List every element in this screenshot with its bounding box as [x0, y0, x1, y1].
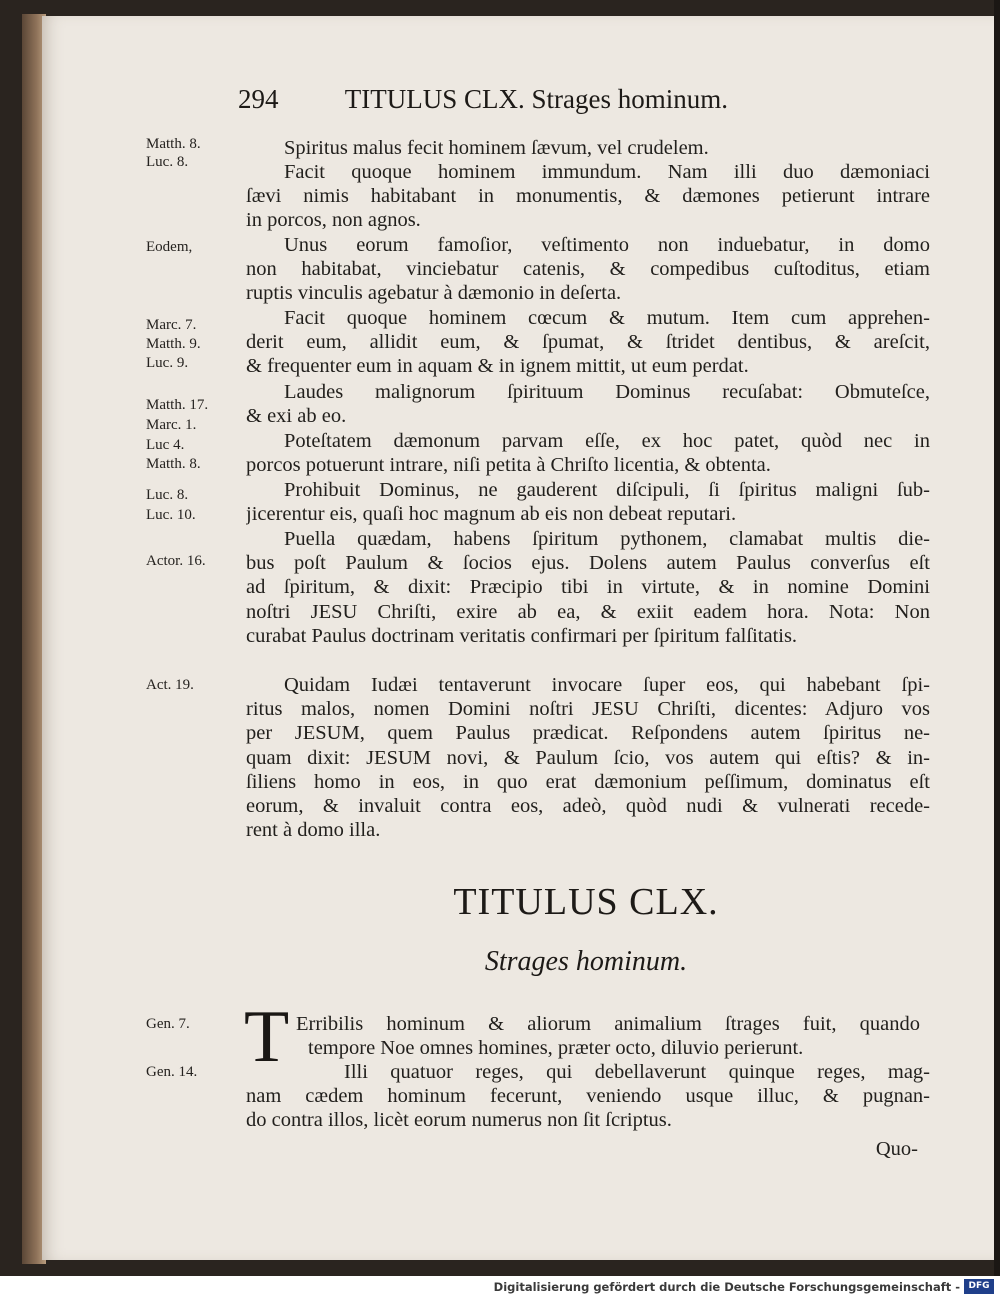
running-header [238, 84, 838, 115]
text-line: Prohibuit Dominus, ne gauderent diſcipuli, ſi ſpiritus maligni ſub- [284, 479, 930, 501]
text-line: porcos potuerunt intrare, niſi petita à Chriſto licentia, & obtenta. [246, 454, 771, 477]
text-line: rent à domo illa. [246, 819, 381, 842]
text-line: ad ſpiritum, & dixit: Præcipio tibi in virtute, & in nomine Domini [246, 576, 930, 599]
text-line: Unus eorum famoſior, veſtimento non induebatur, in domo [284, 234, 930, 256]
paragraph [246, 136, 930, 160]
running-title: TITULUS CLX. Strages hominum. [344, 84, 728, 114]
text-line: nam cædem hominum fecerunt, veniendo usque illuc, & pugnan- [246, 1085, 930, 1108]
margin-note: Marc. 7. [146, 317, 197, 333]
text-line: Spiritus malus fecit hominem ſævum, vel crudelem. [284, 137, 709, 159]
text-line: Puella quædam, habens ſpiritum pythonem, clamabat multis die- [284, 528, 930, 550]
text-line: & frequenter eum in aquam & in ignem mittit, ut eum perdat. [246, 355, 749, 378]
text-line: ruptis vinculis agebatur à dæmonio in deſerta. [246, 282, 622, 305]
paragraph [246, 429, 930, 477]
paragraph [246, 306, 930, 379]
text-line: tempore Noe omnes homines, præter octo, diluvio perierunt. [308, 1037, 804, 1060]
section-title: TITULUS CLX. [453, 881, 719, 923]
margin-note: Marc. 1. [146, 417, 197, 433]
text-line: & exi ab eo. [246, 405, 347, 428]
margin-note: Eodem, [146, 239, 193, 255]
final-paragraph-b [246, 1060, 930, 1133]
margin-note: Gen. 7. [146, 1016, 190, 1032]
text-line: do contra illos, licèt eorum numerus non ſit ſcriptus. [246, 1109, 672, 1132]
margin-note: Actor. 16. [146, 553, 206, 569]
final-paragraph-a [296, 1012, 920, 1060]
text-line: eorum, & invaluit contra eos, adeò, quòd nudi & vulnerati recede- [246, 795, 930, 818]
margin-note: Luc 4. [146, 437, 185, 453]
margin-note: Luc. 10. [146, 507, 196, 523]
text-line: ſiliens homo in eos, in quo erat dæmonium peſſimum, dominatus eſt [246, 770, 930, 793]
page-number: 294 [238, 84, 279, 114]
text-line: Poteſtatem dæmonum parvam eſſe, ex hoc patet, quòd nec in [284, 430, 930, 452]
drop-cap: T [244, 996, 290, 1078]
margin-note: Luc. 8. [146, 487, 189, 503]
text-line: non habitabat, vinciebatur catenis, & compedibus cuſtoditus, etiam [246, 258, 930, 281]
text-line: Facit quoque hominem cœcum & mutum. Item cum apprehen- [284, 307, 930, 329]
margin-note: Luc. 8. [146, 154, 189, 170]
text-line: derit eum, allidit eum, & ſpumat, & ſtridet dentibus, & areſcit, [246, 331, 930, 354]
text-line: ritus malos, nomen Domini noſtri JESU Chriſti, dicentes: Adjuro vos [246, 698, 930, 721]
dfg-logo[interactable]: DFG [964, 1279, 994, 1294]
text-line: bus poſt Paulum & ſocios ejus. Dolens autem Paulus converſus eſt [246, 552, 930, 575]
margin-note: Luc. 9. [146, 355, 189, 371]
text-line: curabat Paulus doctrinam veritatis confirmari per ſpiritum falſitatis. [246, 624, 798, 647]
text-line: Illi quatuor reges, qui debellaverunt quinque reges, mag- [344, 1061, 930, 1083]
text-line: noſtri JESU Chriſti, exire ab ea, & exiit eadem hora. Nota: Non [246, 600, 930, 623]
text-line: Facit quoque hominem immundum. Nam illi duo dæmoniaci [284, 161, 930, 183]
section-subtitle: Strages hominum. [484, 946, 688, 977]
paragraph [246, 478, 930, 526]
catchword: Quo- [875, 1138, 918, 1160]
paragraph [246, 233, 930, 306]
text-line: Laudes malignorum ſpirituum Dominus recuſabat: Obmuteſce, [284, 381, 930, 403]
text-line: per JESUM, quem Paulus prædicat. Reſpondens autem ſpiritus ne- [246, 722, 930, 745]
margin-note: Matth. 17. [146, 397, 209, 413]
margin-note: Matth. 9. [146, 336, 201, 352]
text-line: in porcos, non agnos. [246, 209, 421, 232]
paragraph [246, 380, 930, 428]
footer-bar [0, 1276, 1000, 1298]
margin-note: Matth. 8. [146, 136, 201, 152]
paragraph [246, 527, 930, 648]
margin-note: Act. 19. [146, 677, 194, 693]
text-line: quam dixit: JESUM novi, & Paulum ſcio, vos autem qui eſtis? & in- [246, 746, 930, 769]
text-line: jicerentur eis, quaſi hoc magnum ab eis non debeat reputari. [246, 503, 737, 526]
funding-notice: Digitalisierung gefördert durch die Deutsche Forschungsgemeinschaft - [493, 1280, 960, 1294]
margin-note: Gen. 14. [146, 1064, 198, 1080]
text-line: Erribilis hominum & aliorum animalium ſtrages fuit, quando [296, 1013, 920, 1035]
text-line: ſævi nimis habitabant in monumentis, & dæmones petierunt intrare [246, 185, 930, 208]
paragraph [246, 673, 930, 842]
paragraph [246, 160, 930, 233]
margin-note: Matth. 8. [146, 456, 201, 472]
text-line: Quidam Iudæi tentaverunt invocare ſuper eos, qui habebant ſpi- [284, 674, 930, 696]
scan-right-border [994, 0, 1000, 1276]
